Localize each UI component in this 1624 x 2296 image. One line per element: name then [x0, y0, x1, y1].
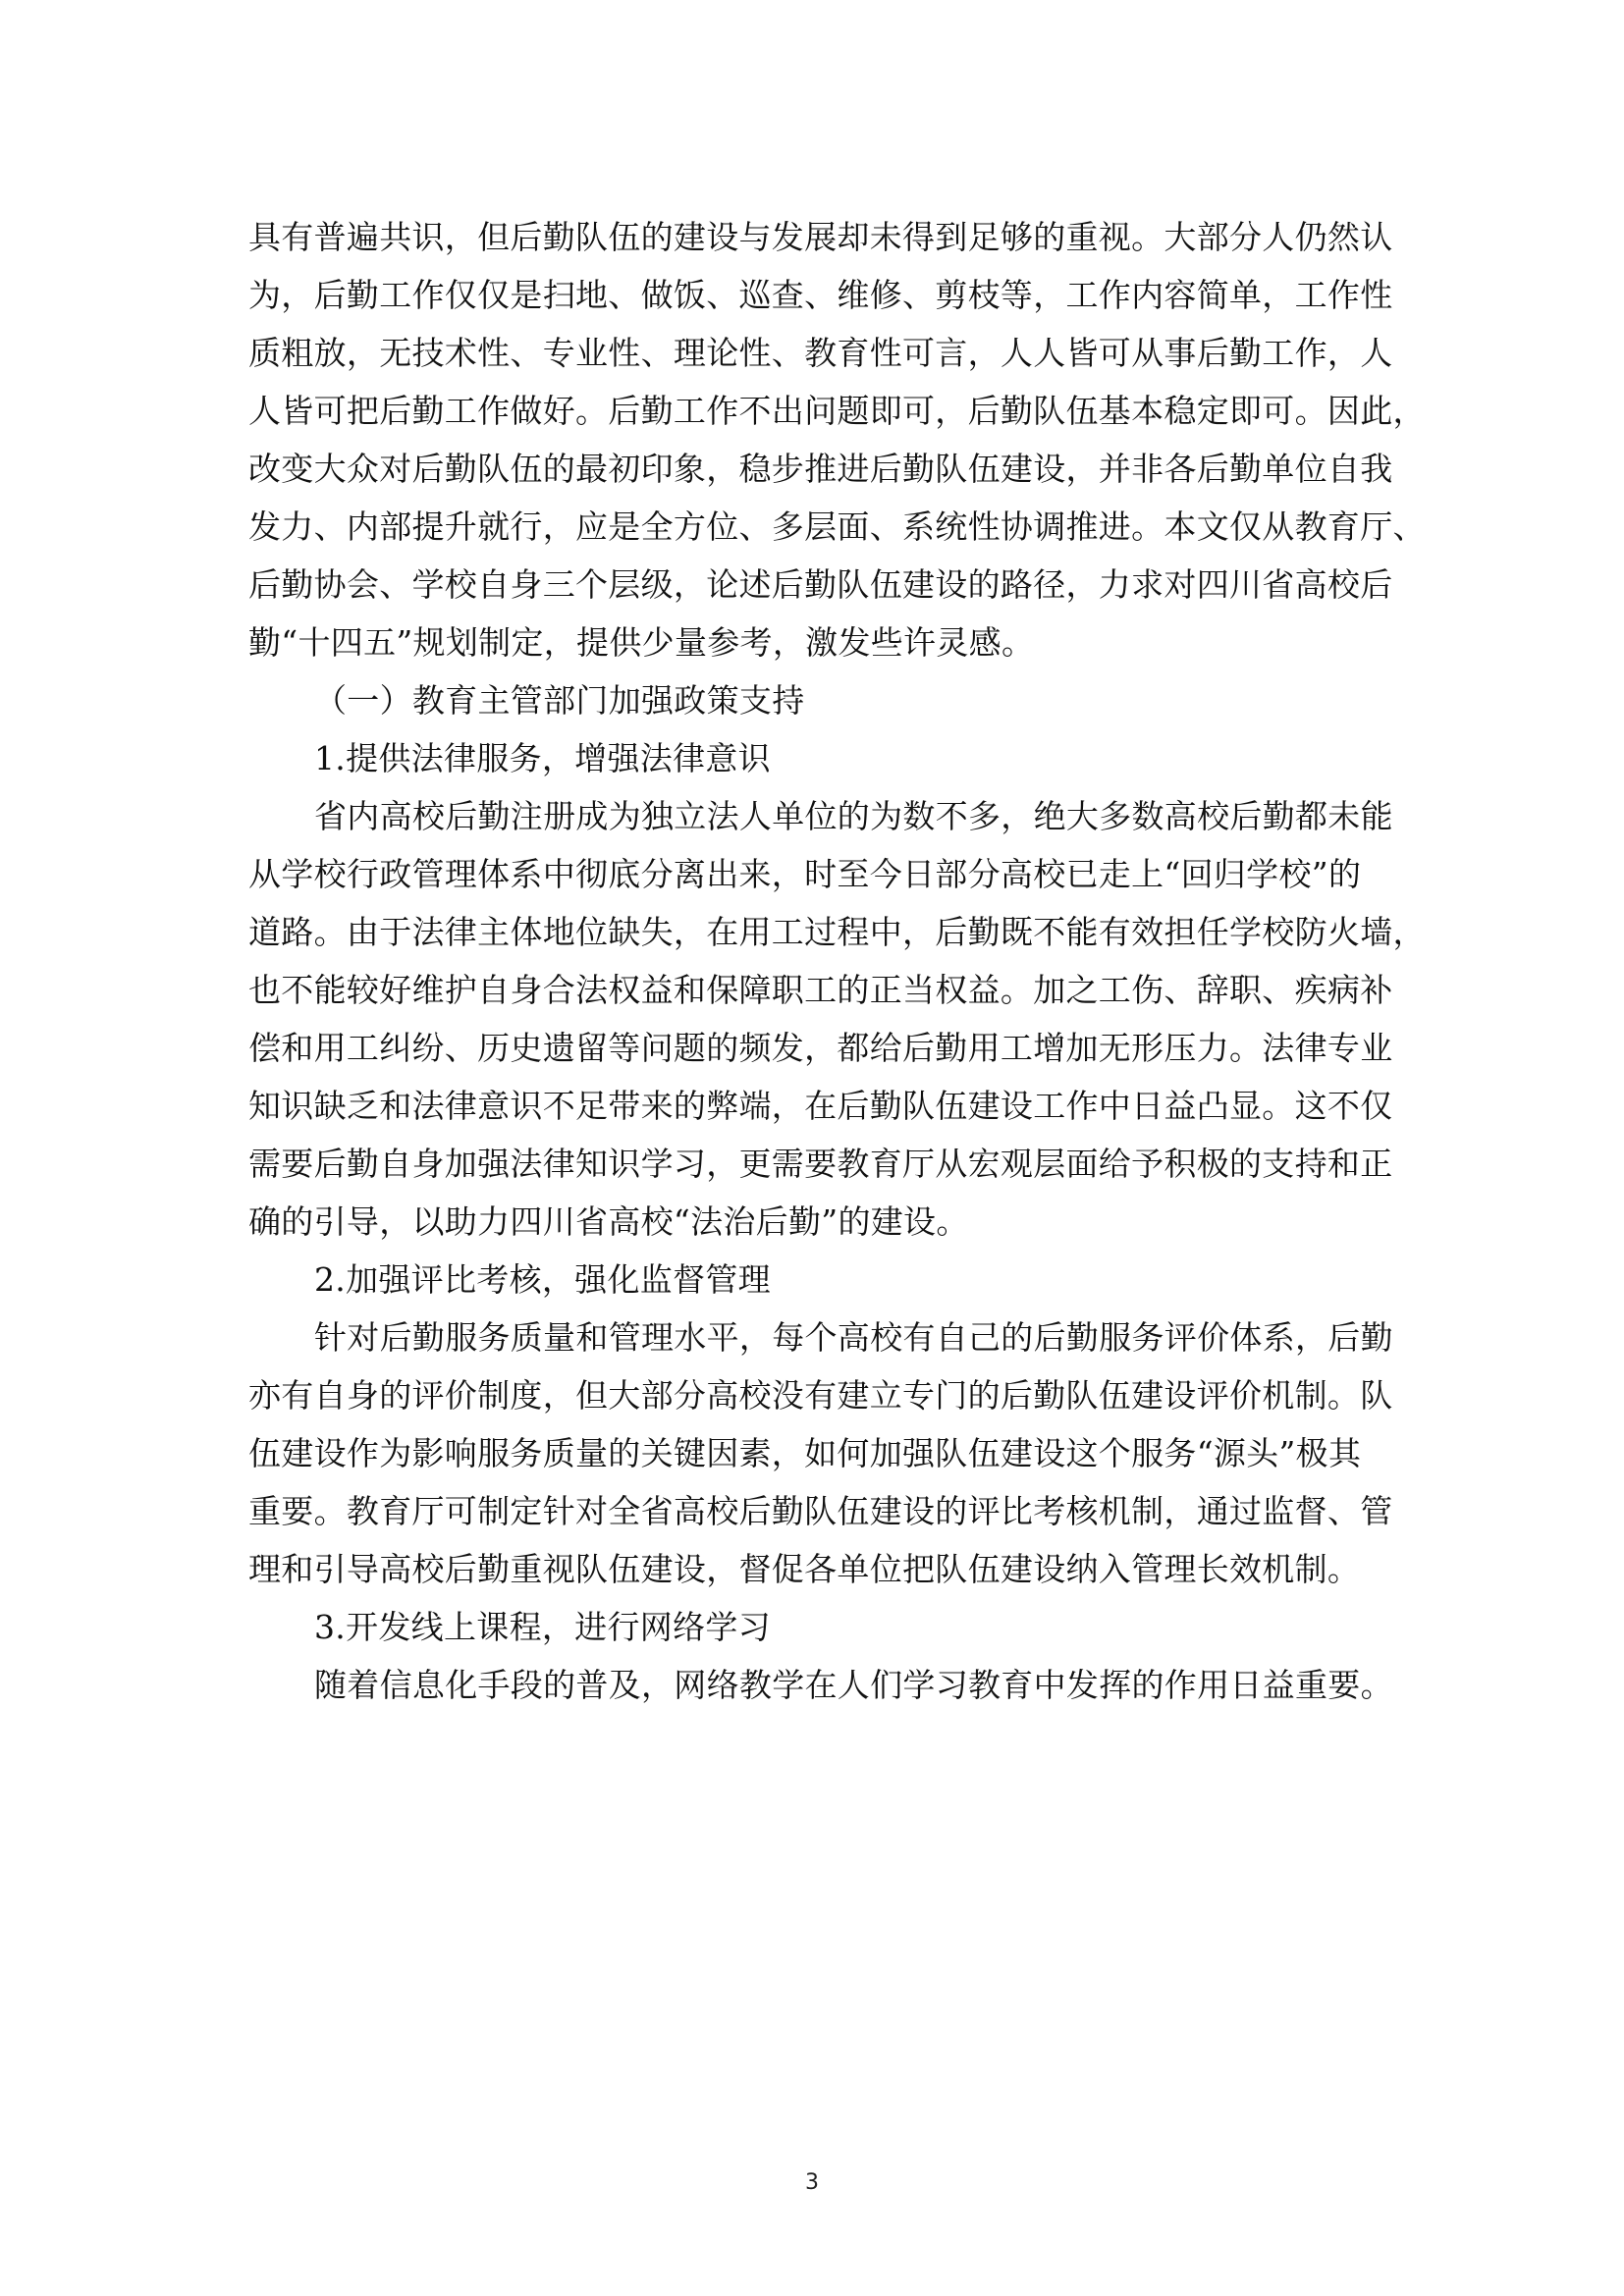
paragraph-line: 偿和用工纠纷、历史遗留等问题的频发，都给后勤用工增加无形压力。法律专业	[248, 1029, 1393, 1067]
paragraph-line: 知识缺乏和法律意识不足带来的弊端，在后勤队伍建设工作中日益凸显。这不仅	[248, 1087, 1393, 1125]
paragraph-line: 重要。教育厅可制定针对全省高校后勤队伍建设的评比考核机制，通过监督、管	[248, 1492, 1393, 1530]
subsection-heading: 3.开发线上课程，进行网络学习	[314, 1608, 771, 1646]
paragraph-line: 也不能较好维护自身合法权益和保障职工的正当权益。加之工伤、辞职、疾病补	[248, 971, 1393, 1009]
paragraph-line: 省内高校后勤注册成为独立法人单位的为数不多，绝大多数高校后勤都未能	[314, 797, 1393, 835]
paragraph-line: 亦有自身的评价制度，但大部分高校没有建立专门的后勤队伍建设评价机制。队	[248, 1376, 1393, 1415]
paragraph-line: 具有普遍共识，但后勤队伍的建设与发展却未得到足够的重视。大部分人仍然认	[248, 218, 1393, 256]
paragraph-line: 发力、内部提升就行，应是全方位、多层面、系统性协调推进。本文仅从教育厅、	[248, 507, 1426, 546]
subsection-heading: 1.提供法律服务，增强法律意识	[314, 739, 771, 777]
section-heading: （一）教育主管部门加强政策支持	[314, 681, 805, 720]
paragraph-line: 随着信息化手段的普及，网络教学在人们学习教育中发挥的作用日益重要。	[314, 1666, 1393, 1704]
paragraph-line: 需要后勤自身加强法律知识学习，更需要教育厅从宏观层面给予积极的支持和正	[248, 1145, 1393, 1183]
paragraph-line: 理和引导高校后勤重视队伍建设，督促各单位把队伍建设纳入管理长效机制。	[248, 1550, 1361, 1588]
paragraph-line: 改变大众对后勤队伍的最初印象，稳步推进后勤队伍建设，并非各后勤单位自我	[248, 450, 1393, 488]
paragraph-line: 勤“十四五”规划制定，提供少量参考，激发些许灵感。	[248, 623, 1035, 662]
page-number: 3	[805, 2170, 819, 2195]
paragraph-line: 从学校行政管理体系中彻底分离出来，时至今日部分高校已走上“回归学校”的	[248, 855, 1362, 893]
paragraph-line: 确的引导，以助力四川省高校“法治后勤”的建设。	[248, 1202, 969, 1241]
paragraph-line: 伍建设作为影响服务质量的关键因素，如何加强队伍建设这个服务“源头”极其	[248, 1434, 1362, 1472]
paragraph-line: 后勤协会、学校自身三个层级，论述后勤队伍建设的路径，力求对四川省高校后	[248, 565, 1393, 604]
paragraph-line: 针对后勤服务质量和管理水平，每个高校有自己的后勤服务评价体系，后勤	[314, 1318, 1393, 1357]
paragraph-line: 质粗放，无技术性、专业性、理论性、教育性可言，人人皆可从事后勤工作，人	[248, 334, 1393, 372]
paragraph-line: 为，后勤工作仅仅是扫地、做饭、巡查、维修、剪枝等，工作内容简单，工作性	[248, 276, 1393, 314]
subsection-heading: 2.加强评比考核，强化监督管理	[314, 1260, 771, 1299]
paragraph-line: 人皆可把后勤工作做好。后勤工作不出问题即可，后勤队伍基本稳定即可。因此，	[248, 392, 1426, 430]
paragraph-line: 道路。由于法律主体地位缺失，在用工过程中，后勤既不能有效担任学校防火墙，	[248, 913, 1426, 951]
